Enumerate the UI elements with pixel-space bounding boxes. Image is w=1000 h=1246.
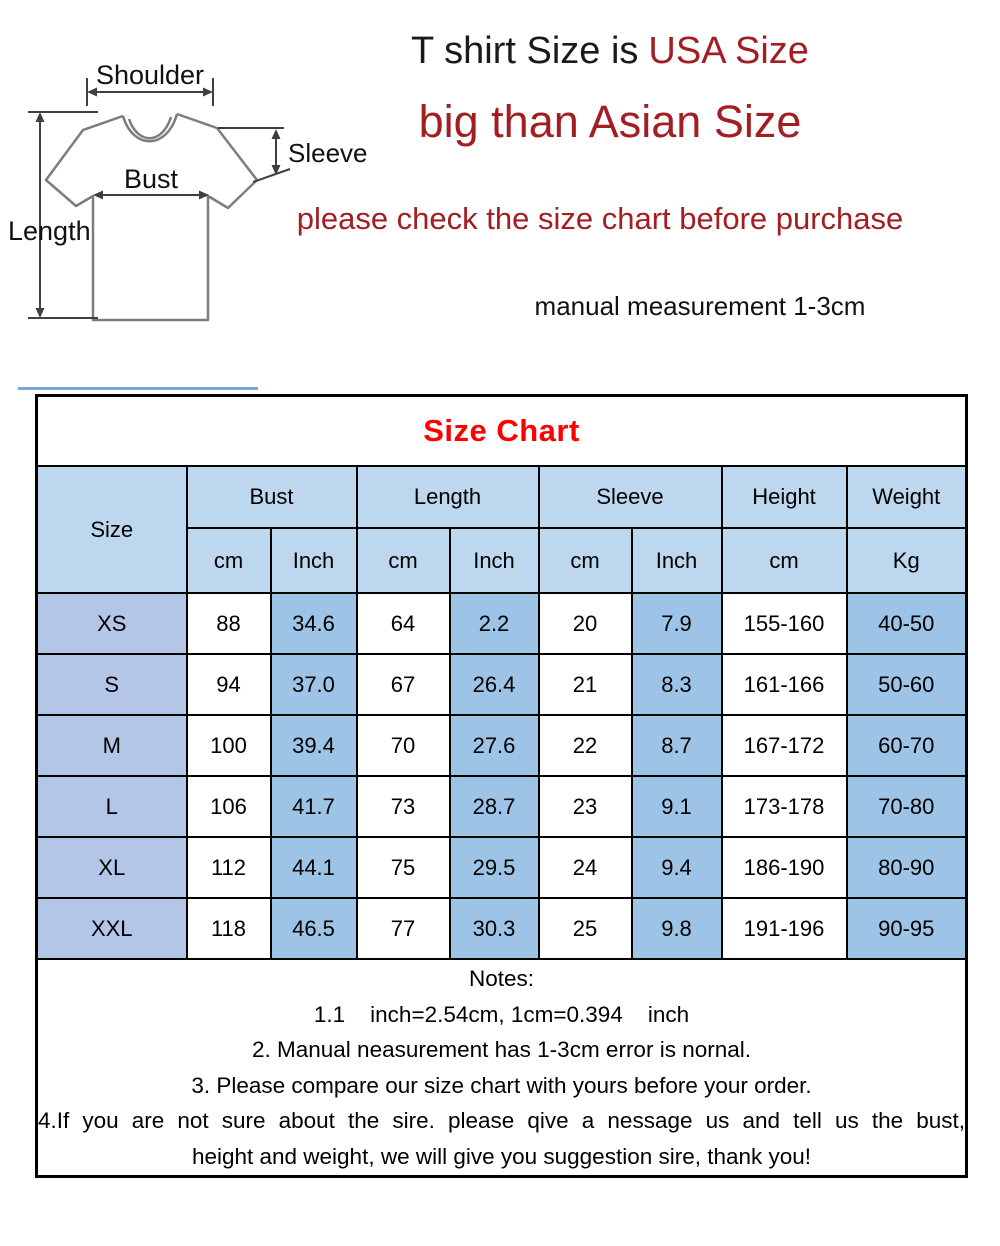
table-cell: 30.3 <box>450 898 539 959</box>
size-chart-title: Size Chart <box>423 413 580 448</box>
table-cell: 2.2 <box>450 593 539 654</box>
table-cell: S <box>37 654 187 715</box>
table-title-cell <box>37 396 967 467</box>
table-row-xs <box>37 593 967 654</box>
table-title-row <box>37 396 967 467</box>
note-line-1: 1.1 inch=2.54cm, 1cm=0.394 inch <box>313 1001 690 1027</box>
header-height: Height <box>722 466 847 528</box>
table-cell: 22 <box>539 715 632 776</box>
table-cell: 77 <box>357 898 450 959</box>
table-cell: 100 <box>187 715 271 776</box>
table-cell: L <box>37 776 187 837</box>
headline-usa-size-black-part: T shirt Size is <box>411 30 639 72</box>
table-cell: 161-166 <box>722 654 847 715</box>
table-cell: 20 <box>539 593 632 654</box>
table-cell: 64 <box>357 593 450 654</box>
table-cell: 173-178 <box>722 776 847 837</box>
unit-weight-kg: Kg <box>847 528 967 593</box>
length-label: Length <box>8 216 91 246</box>
table-cell: 24 <box>539 837 632 898</box>
table-cell: 73 <box>357 776 450 837</box>
table-cell: XXL <box>37 898 187 959</box>
table-cell: 191-196 <box>722 898 847 959</box>
notes-title: Notes: <box>468 966 535 991</box>
table-cell: 118 <box>187 898 271 959</box>
size-chart-table <box>35 394 968 1178</box>
table-cell: 9.8 <box>632 898 722 959</box>
unit-sleeve-inch: Inch <box>632 528 722 593</box>
table-cell: 90-95 <box>847 898 967 959</box>
table-cell: 29.5 <box>450 837 539 898</box>
table-cell: 9.1 <box>632 776 722 837</box>
table-cell: 75 <box>357 837 450 898</box>
headline-manual-measurement: manual measurement 1-3cm <box>534 291 866 321</box>
table-row-s <box>37 654 967 715</box>
notes-cell <box>37 959 967 1177</box>
unit-length-inch: Inch <box>450 528 539 593</box>
table-cell: 70 <box>357 715 450 776</box>
header-length: Length <box>357 466 539 528</box>
table-cell: 67 <box>357 654 450 715</box>
bust-label: Bust <box>123 164 179 194</box>
shoulder-label: Shoulder <box>95 60 205 90</box>
table-row-xxl <box>37 898 967 959</box>
table-cell: 8.3 <box>632 654 722 715</box>
unit-height-cm: cm <box>722 528 847 593</box>
table-cell: 41.7 <box>271 776 357 837</box>
table-cell: 9.4 <box>632 837 722 898</box>
sleeve-label: Sleeve <box>288 138 368 168</box>
table-row-m <box>37 715 967 776</box>
note-line-4: 4.If you are not sure about the sire. please qive a nessage us and tell us the bust, <box>38 1108 965 1133</box>
thin-blue-divider <box>18 387 258 390</box>
length-arrow <box>28 112 98 318</box>
table-cell: 60-70 <box>847 715 967 776</box>
table-row-xl <box>37 837 967 898</box>
unit-bust-inch: Inch <box>271 528 357 593</box>
table-cell: 167-172 <box>722 715 847 776</box>
notes-row <box>37 959 967 1177</box>
table-cell: 25 <box>539 898 632 959</box>
table-cell: 88 <box>187 593 271 654</box>
table-cell: 8.7 <box>632 715 722 776</box>
header-bust: Bust <box>187 466 357 528</box>
table-cell: 7.9 <box>632 593 722 654</box>
table-cell: 34.6 <box>271 593 357 654</box>
header-weight: Weight <box>847 466 967 528</box>
table-cell: 80-90 <box>847 837 967 898</box>
table-cell: 40-50 <box>847 593 967 654</box>
table-cell: 37.0 <box>271 654 357 715</box>
table-cell: 94 <box>187 654 271 715</box>
header-sleeve: Sleeve <box>539 466 722 528</box>
headline-big-than-asian: big than Asian Size <box>418 96 802 147</box>
unit-sleeve-cm: cm <box>539 528 632 593</box>
tshirt-measurement-diagram <box>0 0 380 345</box>
table-cell: 106 <box>187 776 271 837</box>
table-cell: 23 <box>539 776 632 837</box>
unit-length-cm: cm <box>357 528 450 593</box>
headline-check-chart: please check the size chart before purchase <box>296 201 904 236</box>
header-size: Size <box>37 466 187 593</box>
table-cell: 46.5 <box>271 898 357 959</box>
note-line-5: height and weight, we will give you suggestion sire, thank you! <box>191 1143 812 1169</box>
table-header-group-row <box>37 466 967 528</box>
table-cell: 155-160 <box>722 593 847 654</box>
note-line-2: 2. Manual neasurement has 1-3cm error is nornal. <box>252 1037 751 1062</box>
table-cell: 44.1 <box>271 837 357 898</box>
table-cell: M <box>37 715 187 776</box>
table-cell: 21 <box>539 654 632 715</box>
table-cell: 70-80 <box>847 776 967 837</box>
headline-usa-size <box>370 30 850 73</box>
table-cell: 27.6 <box>450 715 539 776</box>
table-cell: XL <box>37 837 187 898</box>
table-cell: 112 <box>187 837 271 898</box>
table-cell: 50-60 <box>847 654 967 715</box>
unit-bust-cm: cm <box>187 528 271 593</box>
table-cell: XS <box>37 593 187 654</box>
table-cell: 26.4 <box>450 654 539 715</box>
note-line-3: 3. Please compare our size chart with yours before your order. <box>191 1072 812 1098</box>
table-cell: 39.4 <box>271 715 357 776</box>
table-cell: 186-190 <box>722 837 847 898</box>
sleeve-arrow <box>218 128 290 182</box>
table-row-l <box>37 776 967 837</box>
headline-usa-size-red-part: USA Size <box>648 30 809 72</box>
table-cell: 28.7 <box>450 776 539 837</box>
